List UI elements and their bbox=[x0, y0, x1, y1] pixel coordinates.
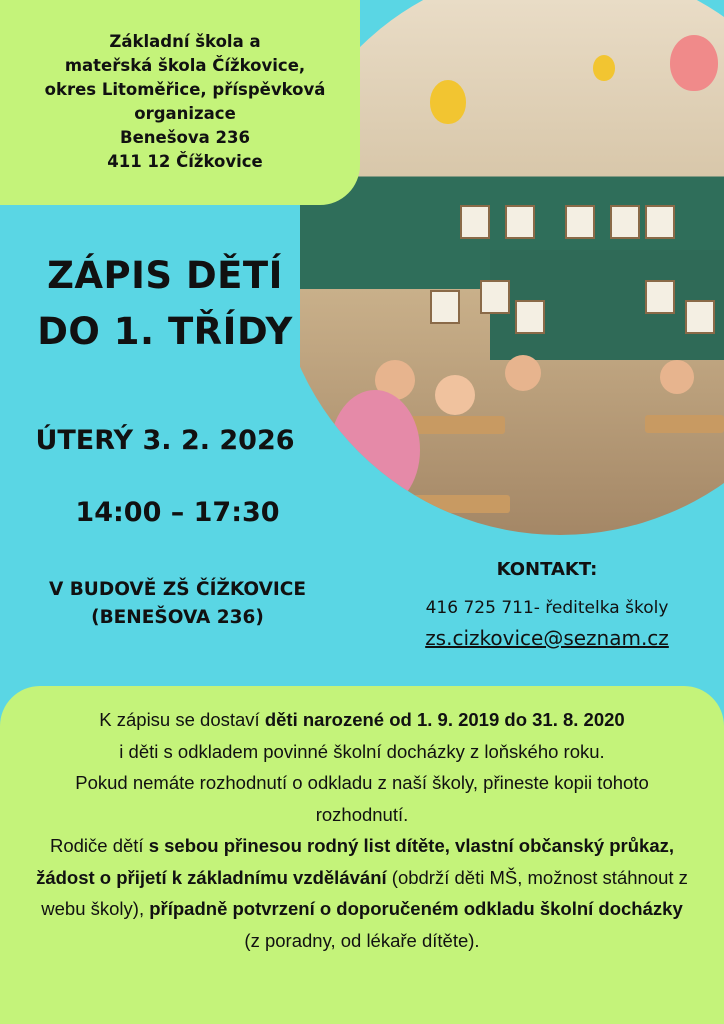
event-venue bbox=[0, 576, 355, 632]
info-text bbox=[30, 704, 694, 956]
event-date: ÚTERÝ 3. 2. 2026 bbox=[35, 425, 295, 456]
org-line: Základní škola a bbox=[109, 32, 261, 51]
contact-email-link[interactable]: zs.cizkovice@seznam.cz bbox=[425, 626, 669, 650]
balloon bbox=[430, 80, 466, 124]
optional-document: případně potvrzení o doporučeném odkladu školní docházky bbox=[149, 898, 683, 919]
info-line: (z poradny, od lékaře dítěte). bbox=[244, 929, 480, 951]
contact-block bbox=[380, 555, 714, 655]
text: K zápisu se dostaví bbox=[99, 709, 265, 730]
info-paragraph-3 bbox=[30, 830, 694, 925]
title-line: DO 1. TŘÍDY bbox=[37, 310, 293, 353]
balloon bbox=[670, 35, 718, 91]
wall-picture bbox=[645, 205, 675, 239]
venue-line: (BENEŠOVA 236) bbox=[91, 607, 264, 628]
child bbox=[505, 355, 541, 391]
desk bbox=[645, 415, 724, 433]
org-line: okres Litoměřice, příspěvková bbox=[44, 80, 326, 99]
contact-phone: 416 725 711- ředitelka školy bbox=[425, 598, 669, 618]
wall-picture bbox=[460, 205, 490, 239]
org-line: organizace bbox=[134, 104, 236, 123]
organization-address bbox=[20, 30, 350, 174]
child bbox=[330, 390, 420, 510]
wall-picture bbox=[430, 290, 460, 324]
wall-picture bbox=[565, 205, 595, 239]
child bbox=[660, 360, 694, 394]
desk bbox=[400, 495, 510, 513]
organization-panel bbox=[0, 0, 360, 205]
birth-date-range: děti narozené od 1. 9. 2019 do 31. 8. 2020 bbox=[264, 709, 625, 730]
child bbox=[435, 375, 475, 415]
org-line: Benešova 236 bbox=[120, 128, 250, 147]
classroom-photo bbox=[300, 0, 724, 535]
wall-picture bbox=[505, 205, 535, 239]
wall-picture bbox=[515, 300, 545, 334]
wall-picture bbox=[480, 280, 510, 314]
info-paragraph-1 bbox=[30, 704, 694, 736]
text: Rodiče dětí bbox=[49, 835, 149, 856]
wall-picture bbox=[685, 300, 715, 334]
contact-heading: KONTAKT: bbox=[496, 559, 598, 580]
wall-picture bbox=[610, 205, 640, 239]
info-line: i děti s odkladem povinné školní docházky z loňského roku. bbox=[119, 740, 605, 762]
venue-line: V BUDOVĚ ZŠ ČÍŽKOVICE bbox=[48, 579, 307, 600]
page-title bbox=[0, 248, 330, 360]
org-line: 411 12 Čížkovice bbox=[107, 152, 263, 171]
event-time: 14:00 – 17:30 bbox=[75, 497, 280, 528]
info-paragraph-2: Pokud nemáte rozhodnutí o odkladu z naší školy, přineste kopii tohoto rozhodnutí. bbox=[75, 772, 649, 825]
text: (obdrží děti MŠ, možnost stáhnout z webu školy), bbox=[41, 866, 688, 919]
wall-picture bbox=[645, 280, 675, 314]
balloon bbox=[593, 55, 615, 81]
org-line: mateřská škola Čížkovice, bbox=[64, 56, 306, 75]
required-documents: s sebou přinesou rodný list dítěte, vlastní občanský průkaz, žádost o přijetí k základnímu vzdělávání bbox=[36, 835, 675, 888]
title-line: ZÁPIS DĚTÍ bbox=[47, 254, 283, 297]
